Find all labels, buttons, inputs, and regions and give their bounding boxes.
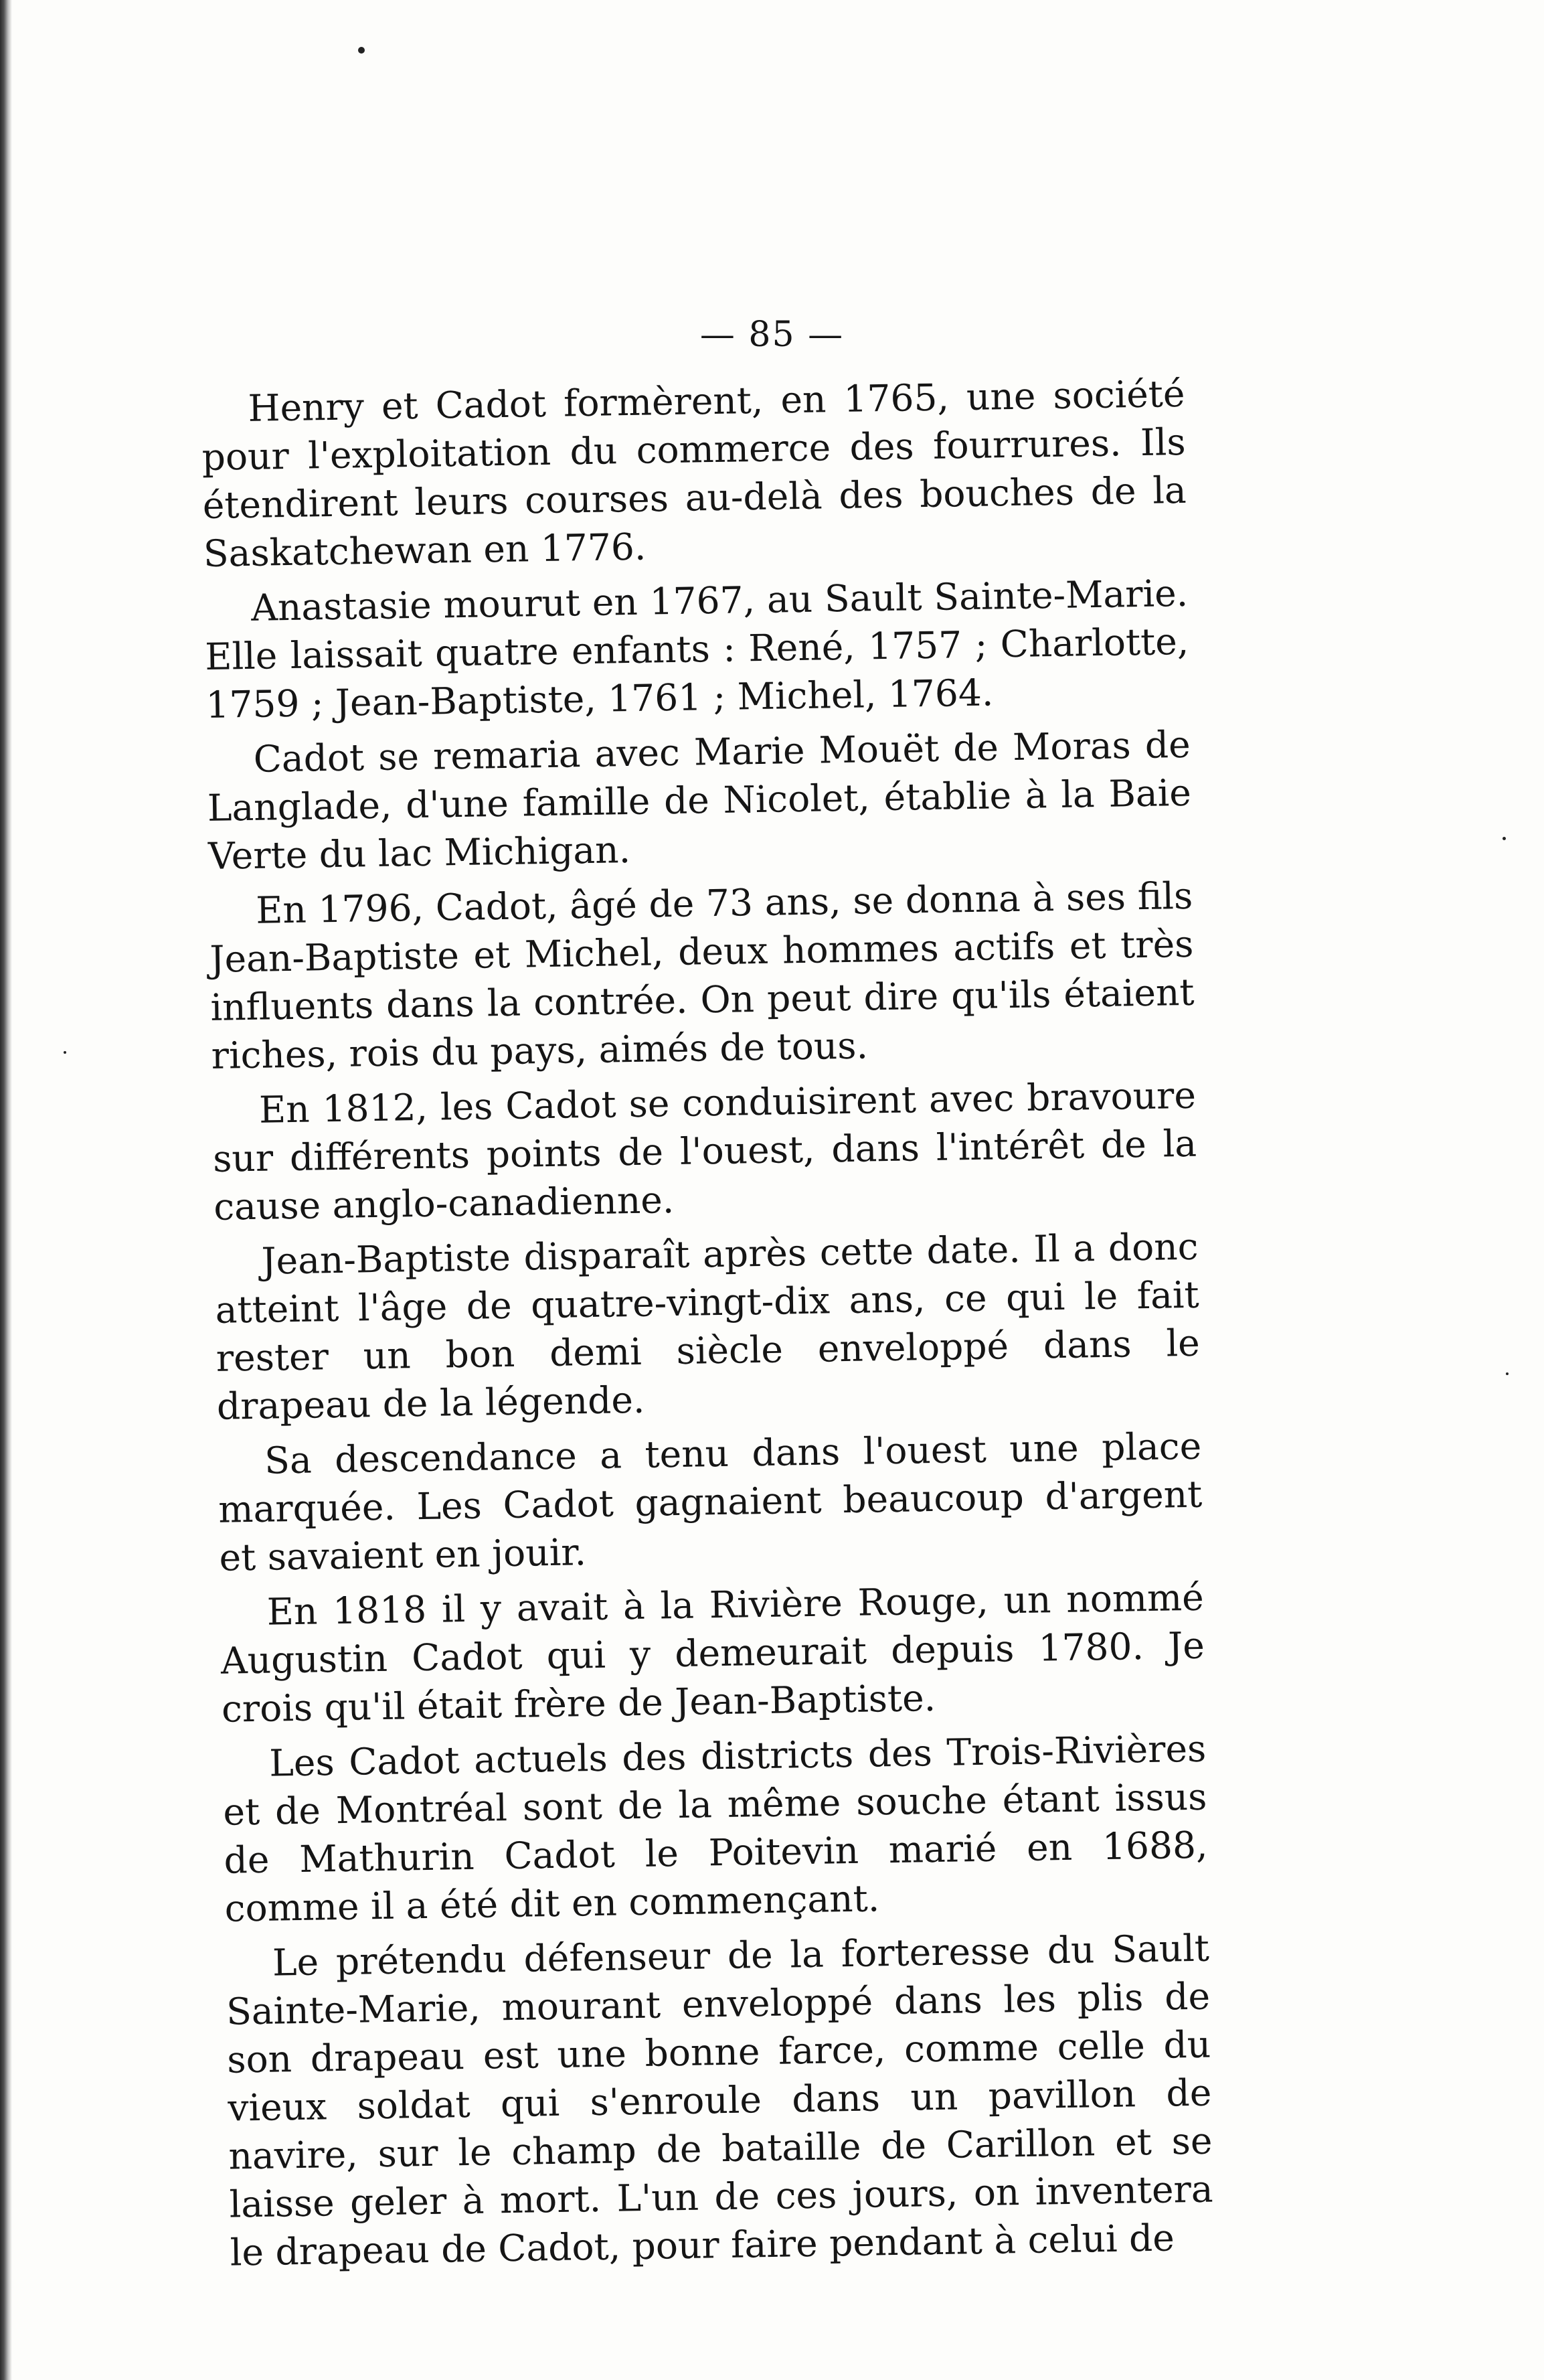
paragraph: En 1796, Cadot, âgé de 73 ans, se donna à ses fils Jean-Baptiste et Michel, deux hommes actifs et très influents dans la contrée. On peut dire qu'ils étaient riches, rois du pays, aimés de tous. — [209, 874, 1195, 1077]
page-number: — 85 — — [699, 315, 845, 355]
body-text — [201, 370, 1214, 2284]
paragraph: Les Cadot actuels des districts des Trois-Rivières et de Montréal sont de la même souche étant issus de Mathurin Cadot le Poitevin marié en 1688, comme il a été dit en commençant. — [222, 1727, 1208, 1930]
paragraph: Anastasie mourut en 1767, au Sault Sainte-Marie. Elle laissait quatre enfants : René, 1757 ; Charlotte, 1759 ; Jean-Baptiste, 1761 ; Michel, 1764. — [204, 571, 1189, 726]
ink-speck — [358, 47, 365, 54]
paragraph: Cadot se remaria avec Marie Mouët de Moras de Langlade, d'une famille de Nicolet, établie à la Baie Verte du lac Michigan. — [207, 722, 1192, 878]
paragraph: Jean-Baptiste disparaît après cette date. Il a donc atteint l'âge de quatre-vingt-dix ans, ce qui le fait rester un bon demi siècle enveloppé dans le drapeau de la légende. — [215, 1224, 1201, 1428]
paragraph: En 1812, les Cadot se conduisirent avec bravoure sur différents points de l'ouest, dans l'intérêt de la cause anglo-canadienne. — [212, 1073, 1197, 1228]
ink-speck — [1503, 837, 1506, 840]
paragraph: Le prétendu défenseur de la forteresse du Sault Sainte-Marie, mourant enveloppé dans les plis de son drapeau est une bonne farce, comme celle du vieux soldat qui s'enroule dans un pavillon de navire, sur le champ de bataille de Carillon et se laisse geler à mort. L'un de ces jours, on inventera le drapeau de Cadot, pour faire pendant à celui de — [226, 1926, 1214, 2274]
ink-speck — [1506, 1372, 1509, 1375]
paragraph: Sa descendance a tenu dans l'ouest une place marquée. Les Cadot gagnaient beaucoup d'argent et savaient en jouir. — [218, 1424, 1203, 1579]
paragraph: En 1818 il y avait à la Rivière Rouge, un nommé Augustin Cadot qui y demeurait depuis 1780. Je crois qu'il était frère de Jean-Baptiste. — [220, 1575, 1205, 1731]
scan-binding-edge — [0, 0, 12, 2380]
ink-speck — [64, 1051, 66, 1054]
paragraph: Henry et Cadot formèrent, en 1765, une société pour l'exploitation du commerce des fourrures. Ils étendirent leurs courses au-delà des bouches de la Saskatchewan en 1776. — [201, 372, 1187, 575]
